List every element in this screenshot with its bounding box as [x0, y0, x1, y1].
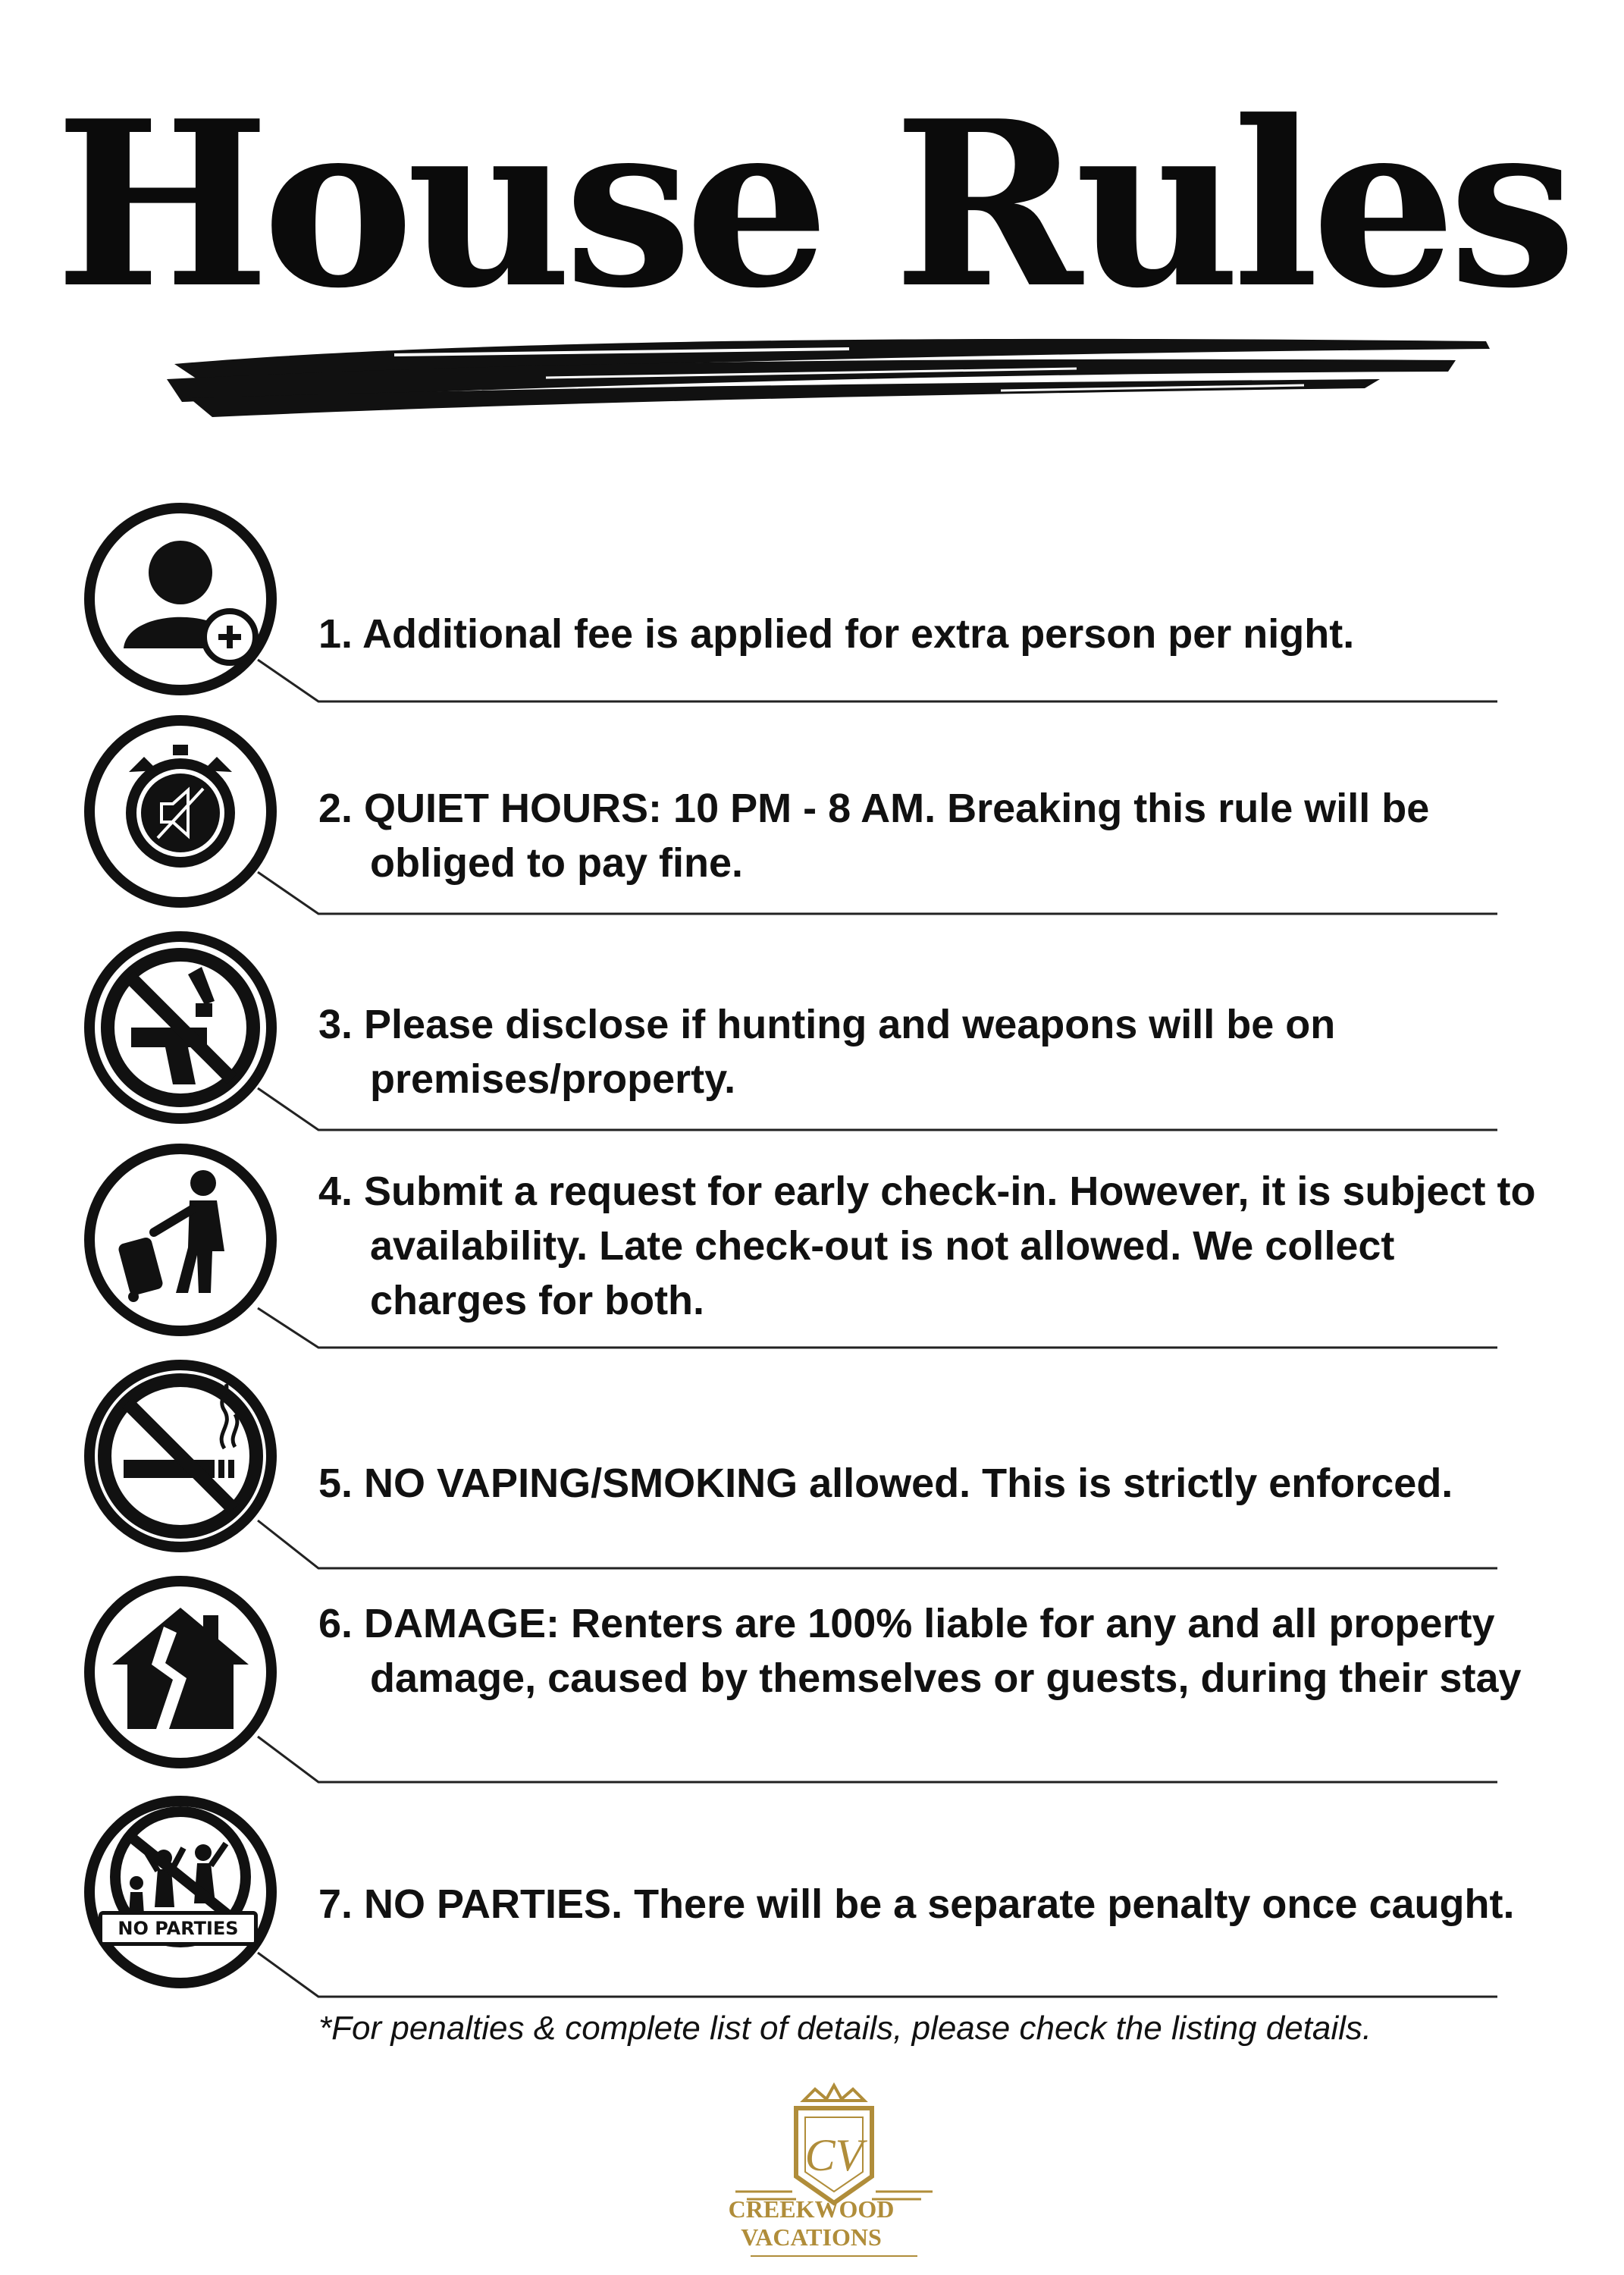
- rule-3-text: 3. Please disclose if hunting and weapons will be on premises/property.: [318, 1002, 1336, 1102]
- no-parties-icon: [82, 1793, 279, 1991]
- alarm-clock-mute-icon: [82, 713, 279, 910]
- rule-5: [0, 1357, 1624, 1585]
- rule-1: [0, 500, 1624, 713]
- svg-text:CV: CV: [804, 2130, 864, 2180]
- brush-stroke-divider: [167, 318, 1501, 425]
- rule-4: [0, 1141, 1624, 1369]
- no-parties-label: NO PARTIES: [118, 1918, 239, 1939]
- rule-5-text: 5. NO VAPING/SMOKING allowed. This is strictly enforced.: [318, 1461, 1453, 1506]
- rule-2-text: 2. QUIET HOURS: 10 PM - 8 AM. Breaking this rule will be obliged to pay fine.: [318, 786, 1430, 886]
- no-parties-label-box: [99, 1911, 258, 1946]
- no-smoking-icon: [82, 1357, 279, 1555]
- traveler-luggage-icon: [82, 1141, 279, 1338]
- damaged-house-icon: [82, 1574, 279, 1771]
- rule-4-text: 4. Submit a request for early check-in. However, it is subject to availability. Late check-out is not allowed. We collect charges for both.: [318, 1169, 1536, 1323]
- footnote: *For penalties & complete list of details, please check the listing details.: [318, 2010, 1372, 2047]
- rule-7: [0, 1793, 1624, 2013]
- rule-1-text: 1. Additional fee is applied for extra person per night.: [318, 611, 1355, 657]
- rule-6: [0, 1574, 1624, 1801]
- no-weapons-icon: [82, 929, 279, 1126]
- rule-2: [0, 713, 1624, 933]
- brand-name: CREEKWOOD VACATIONS: [728, 2195, 895, 2251]
- rule-6-text: 6. DAMAGE: Renters are 100% liable for any and all property damage, caused by themselves or guests, during their stay: [318, 1601, 1522, 1701]
- rule-7-text: 7. NO PARTIES. There will be a separate penalty once caught.: [318, 1881, 1515, 1927]
- add-person-icon: [82, 500, 279, 698]
- rule-3: [0, 929, 1624, 1149]
- page-title: House Rules: [55, 71, 1569, 338]
